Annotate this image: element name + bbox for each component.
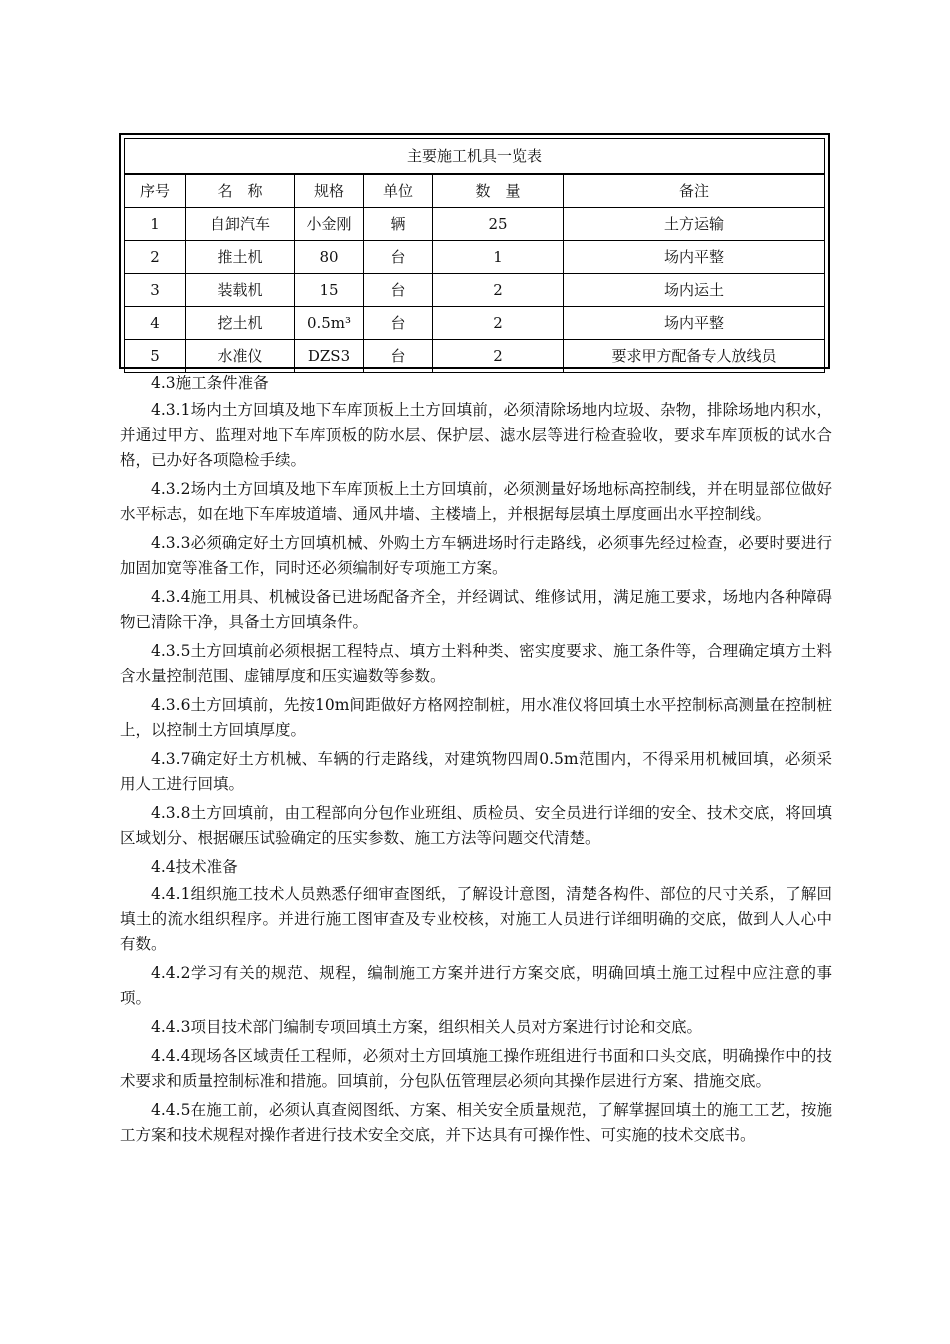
paragraph-4-3-1: 4.3.1场内土方回填及地下车库顶板上土方回填前，必须清除场地内垃圾、杂物，排除场地内积水，并通过甲方、监理对地下车库顶板的防水层、保护层、滤水层等进行检查验收，要求车库顶板的试水合格，已办好各项隐检手续。: [120, 401, 832, 469]
equipment-table: [124, 138, 825, 373]
table-caption-row: [125, 139, 825, 175]
table-header-row: [125, 174, 825, 208]
paragraph-4-4-5: 4.4.5在施工前，必须认真查阅图纸、方案、相关安全质量规范，了解掌握回填土的施工工艺，按施工方案和技术规程对操作者进行技术安全交底，并下达具有可操作性、可实施的技术交底书。: [120, 1101, 832, 1144]
table-cell: 2: [125, 241, 186, 274]
header-cell-spec: 规格: [295, 174, 364, 208]
paragraph-4-4-3: 4.4.3项目技术部门编制专项回填土方案，组织相关人员对方案进行讨论和交底。: [151, 1018, 702, 1036]
table-cell: 要求甲方配备专人放线员: [564, 340, 825, 373]
table-cell: 场内平整: [564, 241, 825, 274]
header-cell-remarks: 备注: [564, 174, 825, 208]
section-heading-4-4: 4.4技术准备: [151, 858, 238, 876]
table-cell: DZS3: [295, 340, 364, 373]
paragraph-4-3-2: 4.3.2场内土方回填及地下车库顶板上土方回填前，必须测量好场地标高控制线，并在明显部位做好水平标志，如在地下车库坡道墙、通风井墙、主楼墙上，并根据每层填土厚度画出水平控制线。: [120, 480, 832, 523]
paragraph-4-4-1: 4.4.1组织施工技术人员熟悉仔细审查图纸，了解设计意图，清楚各构件、部位的尺寸关系，了解回填土的流水组织程序。并进行施工图审查及专业校核，对施工人员进行详细明确的交底，做到人人心中有数。: [120, 885, 832, 953]
table-cell: 台: [364, 340, 433, 373]
paragraph-4-3-3: 4.3.3必须确定好土方回填机械、外购土方车辆进场时行走路线，必须事先经过检查，必要时要进行加固加宽等准备工作，同时还必须编制好专项施工方案。: [120, 534, 832, 577]
equipment-table-frame: [119, 133, 830, 369]
paragraph-4-4-4: 4.4.4现场各区域责任工程师，必须对土方回填施工操作班组进行书面和口头交底，明确操作中的技术要求和质量控制标准和措施。回填前，分包队伍管理层必须向其操作层进行方案、措施交底。: [120, 1047, 832, 1090]
header-cell-quantity: 数 量: [433, 174, 564, 208]
table-cell: 2: [433, 340, 564, 373]
table-cell: 4: [125, 307, 186, 340]
table-cell: 土方运输: [564, 208, 825, 241]
table-cell: 2: [433, 274, 564, 307]
table-cell: 1: [433, 241, 564, 274]
table-cell: 小金刚: [295, 208, 364, 241]
table-cell: 0.5m³: [295, 307, 364, 340]
table-cell: 装载机: [186, 274, 295, 307]
section-heading-4-3: 4.3施工条件准备: [151, 374, 269, 392]
body-text: [120, 371, 832, 1152]
table-row: [125, 208, 825, 241]
table-cell: 台: [364, 307, 433, 340]
table-caption: 主要施工机具一览表: [125, 139, 825, 175]
table-cell: 台: [364, 274, 433, 307]
table-cell: 25: [433, 208, 564, 241]
table-cell: 挖土机: [186, 307, 295, 340]
table-row: [125, 241, 825, 274]
table-row: [125, 274, 825, 307]
table-row: [125, 340, 825, 373]
table-cell: 水准仪: [186, 340, 295, 373]
table-cell: 1: [125, 208, 186, 241]
header-cell-index: 序号: [125, 174, 186, 208]
paragraph-4-3-7: 4.3.7确定好土方机械、车辆的行走路线，对建筑物四周0.5m范围内，不得采用机械回填，必须采用人工进行回填。: [120, 750, 832, 793]
table-cell: 5: [125, 340, 186, 373]
paragraph-4-3-8: 4.3.8土方回填前，由工程部向分包作业班组、质检员、安全员进行详细的安全、技术交底，将回填区域划分、根据碾压试验确定的压实参数、施工方法等问题交代清楚。: [120, 804, 832, 847]
paragraph-4-3-5: 4.3.5土方回填前必须根据工程特点、填方土料种类、密实度要求、施工条件等，合理确定填方土料含水量控制范围、虚铺厚度和压实遍数等参数。: [120, 642, 832, 685]
paragraph-4-4-2: 4.4.2学习有关的规范、规程，编制施工方案并进行方案交底，明确回填土施工过程中应注意的事项。: [120, 964, 832, 1007]
table-cell: 场内平整: [564, 307, 825, 340]
table-cell: 辆: [364, 208, 433, 241]
table-cell: 场内运土: [564, 274, 825, 307]
header-cell-unit: 单位: [364, 174, 433, 208]
table-cell: 台: [364, 241, 433, 274]
table-row: [125, 307, 825, 340]
header-cell-name: 名 称: [186, 174, 295, 208]
table-cell: 80: [295, 241, 364, 274]
table-cell: 自卸汽车: [186, 208, 295, 241]
paragraph-4-3-6: 4.3.6土方回填前，先按10m间距做好方格网控制桩，用水准仪将回填土水平控制标高测量在控制桩上，以控制土方回填厚度。: [120, 696, 832, 739]
table-cell: 3: [125, 274, 186, 307]
table-cell: 15: [295, 274, 364, 307]
table-cell: 2: [433, 307, 564, 340]
table-cell: 推土机: [186, 241, 295, 274]
paragraph-4-3-4: 4.3.4施工用具、机械设备已进场配备齐全，并经调试、维修试用，满足施工要求，场地内各种障碍物已清除干净，具备土方回填条件。: [120, 588, 832, 631]
